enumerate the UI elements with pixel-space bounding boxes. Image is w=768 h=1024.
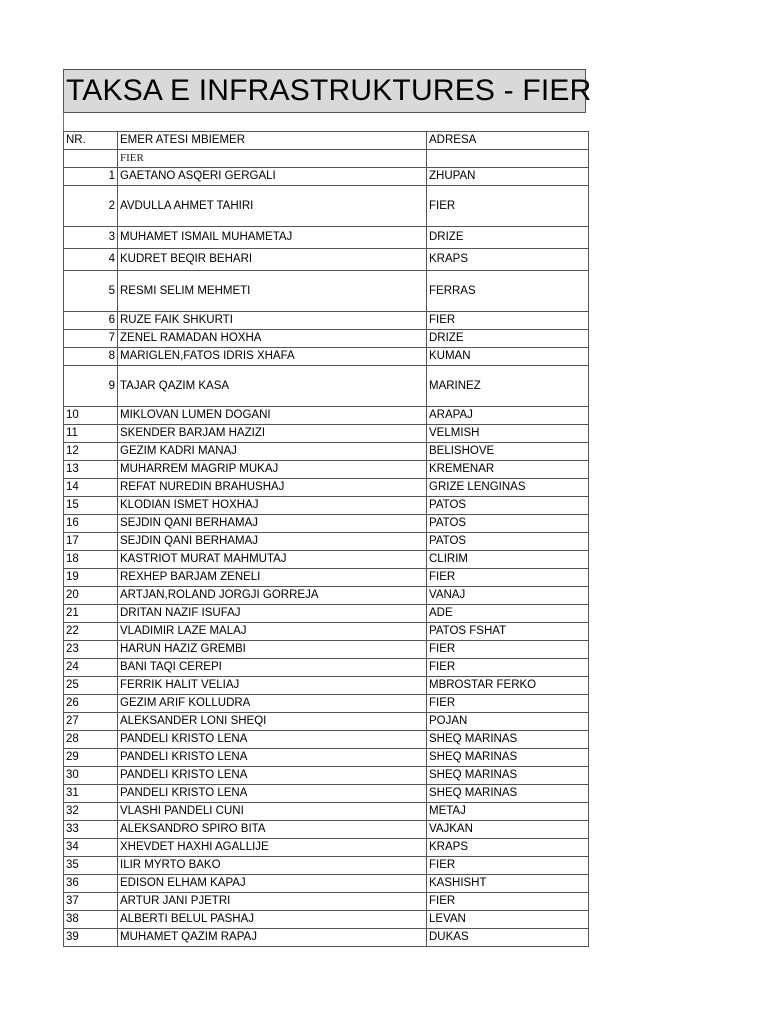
table-row [64, 677, 589, 695]
row-address[interactable]: LEVAN [427, 911, 589, 929]
row-name[interactable]: GAETANO ASQERI GERGALI [118, 168, 427, 186]
table-row [64, 407, 589, 425]
subheader-row [64, 150, 589, 168]
row-name[interactable]: MUHARREM MAGRIP MUKAJ [118, 461, 427, 479]
row-address[interactable]: FIER [427, 893, 589, 911]
row-number[interactable]: 14 [64, 479, 118, 497]
row-number[interactable]: 12 [64, 443, 118, 461]
row-number[interactable]: 4 [64, 249, 118, 271]
row-number[interactable]: 23 [64, 641, 118, 659]
row-number[interactable]: 19 [64, 569, 118, 587]
row-name[interactable]: ALBERTI BELUL PASHAJ [118, 911, 427, 929]
row-address[interactable]: KREMENAR [427, 461, 589, 479]
row-number[interactable]: 30 [64, 767, 118, 785]
row-address[interactable]: SHEQ MARINAS [427, 785, 589, 803]
table-row [64, 641, 589, 659]
row-number[interactable]: 38 [64, 911, 118, 929]
table-row [64, 366, 589, 407]
row-name[interactable]: PANDELI KRISTO LENA [118, 767, 427, 785]
row-address[interactable]: CLIRIM [427, 551, 589, 569]
row-name[interactable]: EDISON ELHAM KAPAJ [118, 875, 427, 893]
row-number[interactable]: 39 [64, 929, 118, 947]
table-row [64, 587, 589, 605]
row-address[interactable]: FIER [427, 569, 589, 587]
row-number[interactable]: 27 [64, 713, 118, 731]
row-name[interactable]: ALEKSANDRO SPIRO BITA [118, 821, 427, 839]
table-row [64, 893, 589, 911]
table-body [64, 132, 589, 947]
table-row [64, 695, 589, 713]
row-address[interactable]: KRAPS [427, 839, 589, 857]
row-name[interactable]: MIKLOVAN LUMEN DOGANI [118, 407, 427, 425]
subheader-address-cell[interactable] [427, 150, 589, 168]
table-row [64, 821, 589, 839]
row-number[interactable]: 15 [64, 497, 118, 515]
row-name[interactable]: VLADIMIR LAZE MALAJ [118, 623, 427, 641]
row-address[interactable]: ARAPAJ [427, 407, 589, 425]
table-row [64, 515, 589, 533]
row-name[interactable]: PANDELI KRISTO LENA [118, 785, 427, 803]
row-address[interactable]: FIER [427, 641, 589, 659]
row-number[interactable]: 18 [64, 551, 118, 569]
row-address[interactable]: ADE [427, 605, 589, 623]
table-row [64, 330, 589, 348]
header-address[interactable]: ADRESA [427, 132, 589, 150]
table-row [64, 271, 589, 312]
subheader-nr-cell[interactable] [64, 150, 118, 168]
row-number[interactable]: 11 [64, 425, 118, 443]
row-address[interactable]: POJAN [427, 713, 589, 731]
table-row [64, 461, 589, 479]
row-number[interactable]: 1 [64, 168, 118, 186]
row-number[interactable]: 3 [64, 227, 118, 249]
row-number[interactable]: 35 [64, 857, 118, 875]
row-name[interactable]: GEZIM ARIF KOLLUDRA [118, 695, 427, 713]
row-name[interactable]: MUHAMET QAZIM RAPAJ [118, 929, 427, 947]
row-address[interactable]: VAJKAN [427, 821, 589, 839]
row-name[interactable]: KLODIAN ISMET HOXHAJ [118, 497, 427, 515]
row-number[interactable]: 13 [64, 461, 118, 479]
row-address[interactable]: VELMISH [427, 425, 589, 443]
row-name[interactable]: RUZE FAIK SHKURTI [118, 312, 427, 330]
row-address[interactable]: FERRAS [427, 271, 589, 312]
row-name[interactable]: SKENDER BARJAM HAZIZI [118, 425, 427, 443]
table-row [64, 348, 589, 366]
row-number[interactable]: 31 [64, 785, 118, 803]
row-address[interactable]: FIER [427, 857, 589, 875]
table-row [64, 911, 589, 929]
spreadsheet [63, 69, 592, 947]
row-name[interactable]: ARTJAN,ROLAND JORGJI GORREJA [118, 587, 427, 605]
row-name[interactable]: PANDELI KRISTO LENA [118, 731, 427, 749]
row-address[interactable]: ZHUPAN [427, 168, 589, 186]
blank-row [63, 113, 586, 131]
row-address[interactable]: VANAJ [427, 587, 589, 605]
table-row [64, 839, 589, 857]
table-row [64, 731, 589, 749]
row-number[interactable]: 22 [64, 623, 118, 641]
table-row [64, 749, 589, 767]
row-address[interactable]: DRIZE [427, 227, 589, 249]
row-address[interactable]: FIER [427, 659, 589, 677]
row-name[interactable]: SEJDIN QANI BERHAMAJ [118, 515, 427, 533]
row-address[interactable]: SHEQ MARINAS [427, 767, 589, 785]
row-number[interactable]: 24 [64, 659, 118, 677]
table-row [64, 659, 589, 677]
table-row [64, 929, 589, 947]
row-name[interactable]: REFAT NUREDIN BRAHUSHAJ [118, 479, 427, 497]
table-row [64, 605, 589, 623]
table-row [64, 767, 589, 785]
row-address[interactable]: KASHISHT [427, 875, 589, 893]
table-row [64, 227, 589, 249]
table-row [64, 533, 589, 551]
table-row [64, 168, 589, 186]
document-title: TAKSA E INFRASTRUKTURES - FIER [66, 74, 592, 107]
row-address[interactable]: SHEQ MARINAS [427, 749, 589, 767]
table-row [64, 875, 589, 893]
row-address[interactable]: PATOS [427, 533, 589, 551]
row-number[interactable]: 33 [64, 821, 118, 839]
row-number[interactable]: 34 [64, 839, 118, 857]
row-name[interactable]: DRITAN NAZIF ISUFAJ [118, 605, 427, 623]
row-number[interactable]: 21 [64, 605, 118, 623]
row-number[interactable]: 32 [64, 803, 118, 821]
row-name[interactable]: ZENEL RAMADAN HOXHA [118, 330, 427, 348]
row-address[interactable]: KUMAN [427, 348, 589, 366]
row-address[interactable]: PATOS [427, 515, 589, 533]
row-number[interactable]: 6 [64, 312, 118, 330]
row-address[interactable]: KRAPS [427, 249, 589, 271]
row-number[interactable]: 10 [64, 407, 118, 425]
table-row [64, 857, 589, 875]
row-number[interactable]: 20 [64, 587, 118, 605]
row-name[interactable]: ILIR MYRTO BAKO [118, 857, 427, 875]
row-name[interactable]: SEJDIN QANI BERHAMAJ [118, 533, 427, 551]
table-row [64, 803, 589, 821]
row-number[interactable]: 26 [64, 695, 118, 713]
row-name[interactable]: MUHAMET ISMAIL MUHAMETAJ [118, 227, 427, 249]
table-row [64, 312, 589, 330]
row-number[interactable]: 2 [64, 186, 118, 227]
row-number[interactable]: 7 [64, 330, 118, 348]
table-row [64, 785, 589, 803]
row-name[interactable]: VLASHI PANDELI CUNI [118, 803, 427, 821]
row-name[interactable]: AVDULLA AHMET TAHIRI [118, 186, 427, 227]
row-number[interactable]: 36 [64, 875, 118, 893]
row-address[interactable]: GRIZE LENGINAS [427, 479, 589, 497]
header-nr[interactable]: NR. [64, 132, 118, 150]
data-table [63, 131, 589, 947]
row-name[interactable]: TAJAR QAZIM KASA [118, 366, 427, 407]
row-address[interactable]: DRIZE [427, 330, 589, 348]
table-row [64, 569, 589, 587]
row-name[interactable]: REXHEP BARJAM ZENELI [118, 569, 427, 587]
row-address[interactable]: PATOS FSHAT [427, 623, 589, 641]
row-address[interactable]: FIER [427, 312, 589, 330]
row-name[interactable]: XHEVDET HAXHI AGALLIJE [118, 839, 427, 857]
row-name[interactable]: BANI TAQI CEREPI [118, 659, 427, 677]
table-row [64, 186, 589, 227]
row-number[interactable]: 8 [64, 348, 118, 366]
row-number[interactable]: 28 [64, 731, 118, 749]
row-number[interactable]: 25 [64, 677, 118, 695]
row-address[interactable]: SHEQ MARINAS [427, 731, 589, 749]
row-address[interactable]: DUKAS [427, 929, 589, 947]
row-number[interactable]: 9 [64, 366, 118, 407]
row-address[interactable]: BELISHOVE [427, 443, 589, 461]
table-row [64, 623, 589, 641]
row-address[interactable]: METAJ [427, 803, 589, 821]
row-number[interactable]: 37 [64, 893, 118, 911]
table-row [64, 713, 589, 731]
header-name[interactable]: EMER ATESI MBIEMER [118, 132, 427, 150]
row-address[interactable]: MBROSTAR FERKO [427, 677, 589, 695]
table-row [64, 249, 589, 271]
title-cell[interactable] [63, 69, 592, 113]
row-number[interactable]: 29 [64, 749, 118, 767]
row-number[interactable]: 5 [64, 271, 118, 312]
header-row [64, 132, 589, 150]
row-name[interactable]: KASTRIOT MURAT MAHMUTAJ [118, 551, 427, 569]
row-name[interactable]: GEZIM KADRI MANAJ [118, 443, 427, 461]
row-number[interactable]: 17 [64, 533, 118, 551]
subheader-city[interactable]: FIER [118, 150, 427, 168]
row-name[interactable]: PANDELI KRISTO LENA [118, 749, 427, 767]
table-row [64, 443, 589, 461]
row-name[interactable]: KUDRET BEQIR BEHARI [118, 249, 427, 271]
row-address[interactable]: FIER [427, 186, 589, 227]
table-row [64, 497, 589, 515]
row-address[interactable]: FIER [427, 695, 589, 713]
table-row [64, 479, 589, 497]
row-address[interactable]: PATOS [427, 497, 589, 515]
row-name[interactable]: ARTUR JANI PJETRI [118, 893, 427, 911]
row-name[interactable]: RESMI SELIM MEHMETI [118, 271, 427, 312]
row-address[interactable]: MARINEZ [427, 366, 589, 407]
row-number[interactable]: 16 [64, 515, 118, 533]
row-name[interactable]: MARIGLEN,FATOS IDRIS XHAFA [118, 348, 427, 366]
table-row [64, 425, 589, 443]
row-name[interactable]: HARUN HAZIZ GREMBI [118, 641, 427, 659]
row-name[interactable]: ALEKSANDER LONI SHEQI [118, 713, 427, 731]
table-row [64, 551, 589, 569]
row-name[interactable]: FERRIK HALIT VELIAJ [118, 677, 427, 695]
